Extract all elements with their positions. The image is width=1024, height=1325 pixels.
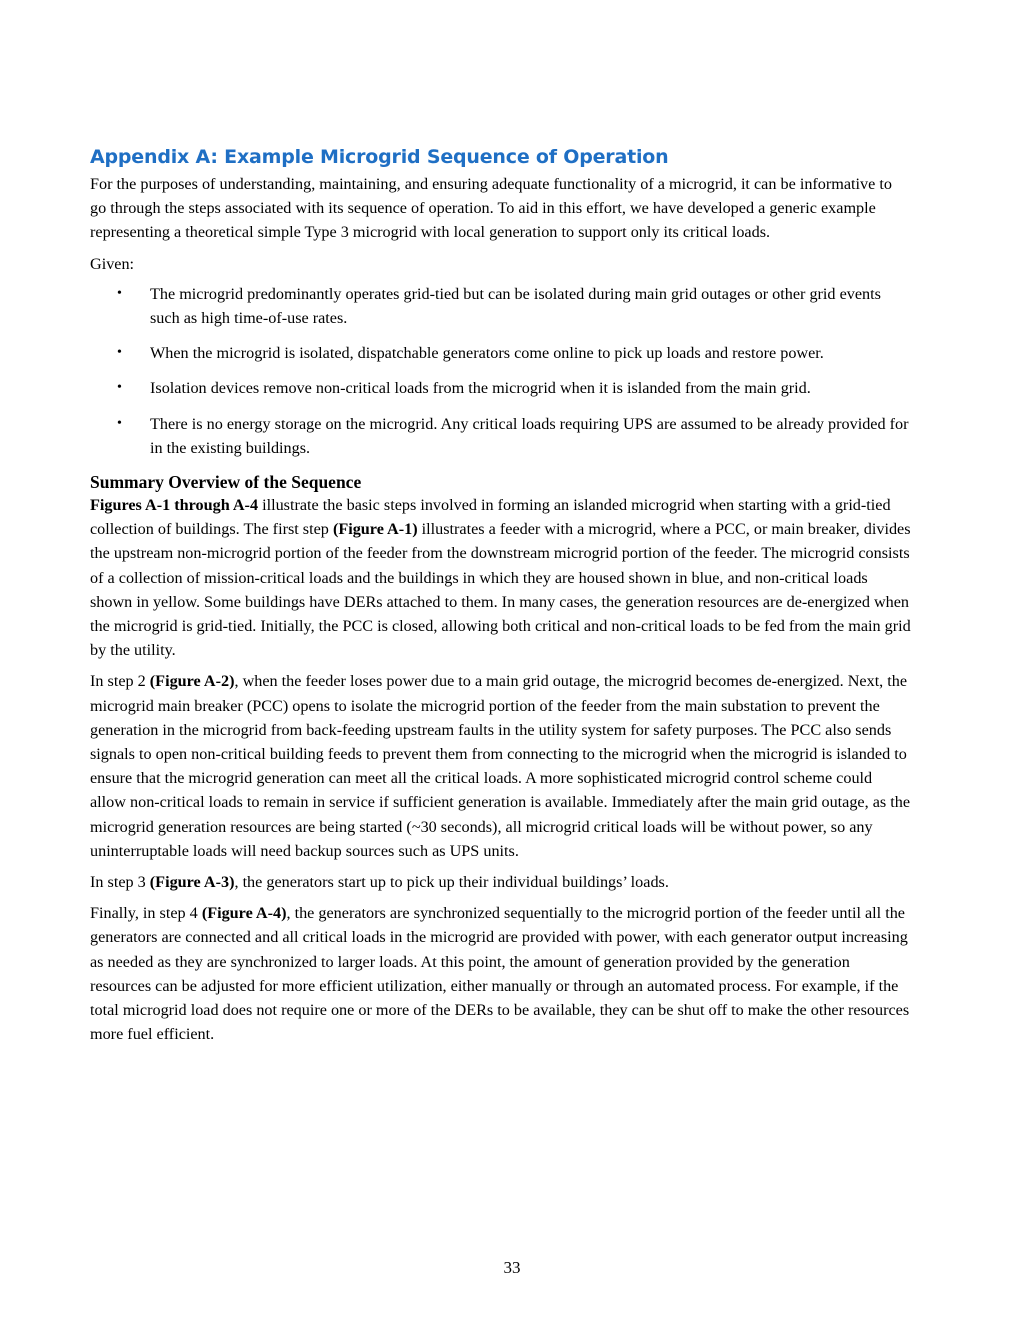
intro-paragraph: For the purposes of understanding, maintaining, and ensuring adequate functionality of a microgrid, it can be informative to go through the steps associated with its sequence of operation. To aid in this effort, we have developed a generic example representing a theoretical simple Type 3 microgrid with local generation to support only its critical loads.: [90, 175, 892, 242]
summary-text-part2: illustrates a feeder with a microgrid, where a PCC, or main breaker, divides the upstream non-microgrid portion of the feeder from the downstream microgrid portion of the feeder. The microgrid consists of a collection of mission-critical loads and the buildings in which they are housed shown in blue, and non-critical loads shown in yellow. Some buildings have DERs attached to them. In many cases, the generation resources are de-energized when the microgrid is grid-tied. Initially, the PCC is closed, allowing both critical and non-critical loads to be fed from the main grid by the utility.: [90, 520, 911, 660]
summary-subheading: Summary Overview of the Sequence: [90, 472, 362, 493]
given-list: [90, 282, 912, 460]
figure-a2-reference: (Figure A-2): [149, 672, 235, 691]
list-item: [90, 341, 912, 365]
given-label: Given:: [90, 254, 135, 273]
step2-text: , when the feeder loses power due to a main grid outage, the microgrid becomes de-energized. Next, the microgrid main breaker (PCC) opens to isolate the microgrid portion of the feeder from the main substation to prevent the generation in the microgrid from back-feeding upstream faults in the utility system for safety purposes. The PCC also sends signals to open non-critical building feeds to prevent them from connecting to the microgrid when the microgrid is islanded to ensure that the microgrid generation can meet all the critical loads. A more sophisticated microgrid control scheme could allow non-critical loads to remain in service if sufficient generation is available. Immediately after the main grid outage, as the microgrid generation resources are being started (~30 seconds), all microgrid critical loads will be without power, so any uninterruptable loads will need backup sources such as UPS units.: [90, 672, 911, 860]
summary-paragraph: [90, 493, 912, 662]
page-number: 33: [503, 1258, 521, 1277]
step2-lead: In step 2: [90, 672, 150, 691]
summary-text-part1: illustrate the basic steps involved in forming an islanded microgrid when starting with a grid-tied collection of buildings. The first step: [90, 496, 891, 539]
list-item: [90, 282, 912, 330]
step4-paragraph: [90, 901, 912, 1046]
list-item-text: When the microgrid is isolated, dispatchable generators come online to pick up loads and restore power.: [150, 344, 824, 363]
list-item: [90, 376, 912, 400]
document-body: [90, 146, 912, 1054]
appendix-heading: Appendix A: Example Microgrid Sequence of Operation: [90, 146, 669, 168]
step2-paragraph: [90, 669, 912, 863]
step3-text: , the generators start up to pick up their individual buildings’ loads.: [234, 873, 669, 892]
figure-a4-reference: (Figure A-4): [201, 904, 287, 923]
figure-a1-reference: (Figure A-1): [332, 520, 418, 539]
step4-lead: Finally, in step 4: [90, 904, 202, 923]
list-item-text: The microgrid predominantly operates grid-tied but can be isolated during main grid outages or other grid events such as high time-of-use rates.: [150, 284, 881, 328]
bullet-icon: •: [117, 380, 122, 396]
step3-paragraph: [90, 870, 912, 894]
list-item-text: Isolation devices remove non-critical loads from the microgrid when it is islanded from the main grid.: [150, 379, 811, 398]
bullet-icon: •: [117, 345, 122, 361]
step3-lead: In step 3: [90, 873, 150, 892]
figure-a3-reference: (Figure A-3): [149, 873, 235, 892]
bullet-icon: •: [117, 415, 122, 431]
bullet-icon: •: [117, 285, 122, 301]
list-item-text: There is no energy storage on the microgrid. Any critical loads requiring UPS are assumed to be already provided for in the existing buildings.: [150, 414, 909, 457]
figures-reference: Figures A-1 through A-4: [90, 496, 259, 515]
list-item: [90, 412, 912, 460]
step4-text: , the generators are synchronized sequentially to the microgrid portion of the feeder until all the generators are connected and all critical loads in the microgrid are provided with power, with each generator output increasing as needed as they are synchronized to larger loads. At this point, the amount of generation provided by the generation resources can be adjusted for more efficient utilization, either manually or through an automated process. For example, if the total microgrid load does not require one or more of the DERs to be available, they can be shut off to make the other resources more fuel efficient.: [90, 904, 910, 1044]
